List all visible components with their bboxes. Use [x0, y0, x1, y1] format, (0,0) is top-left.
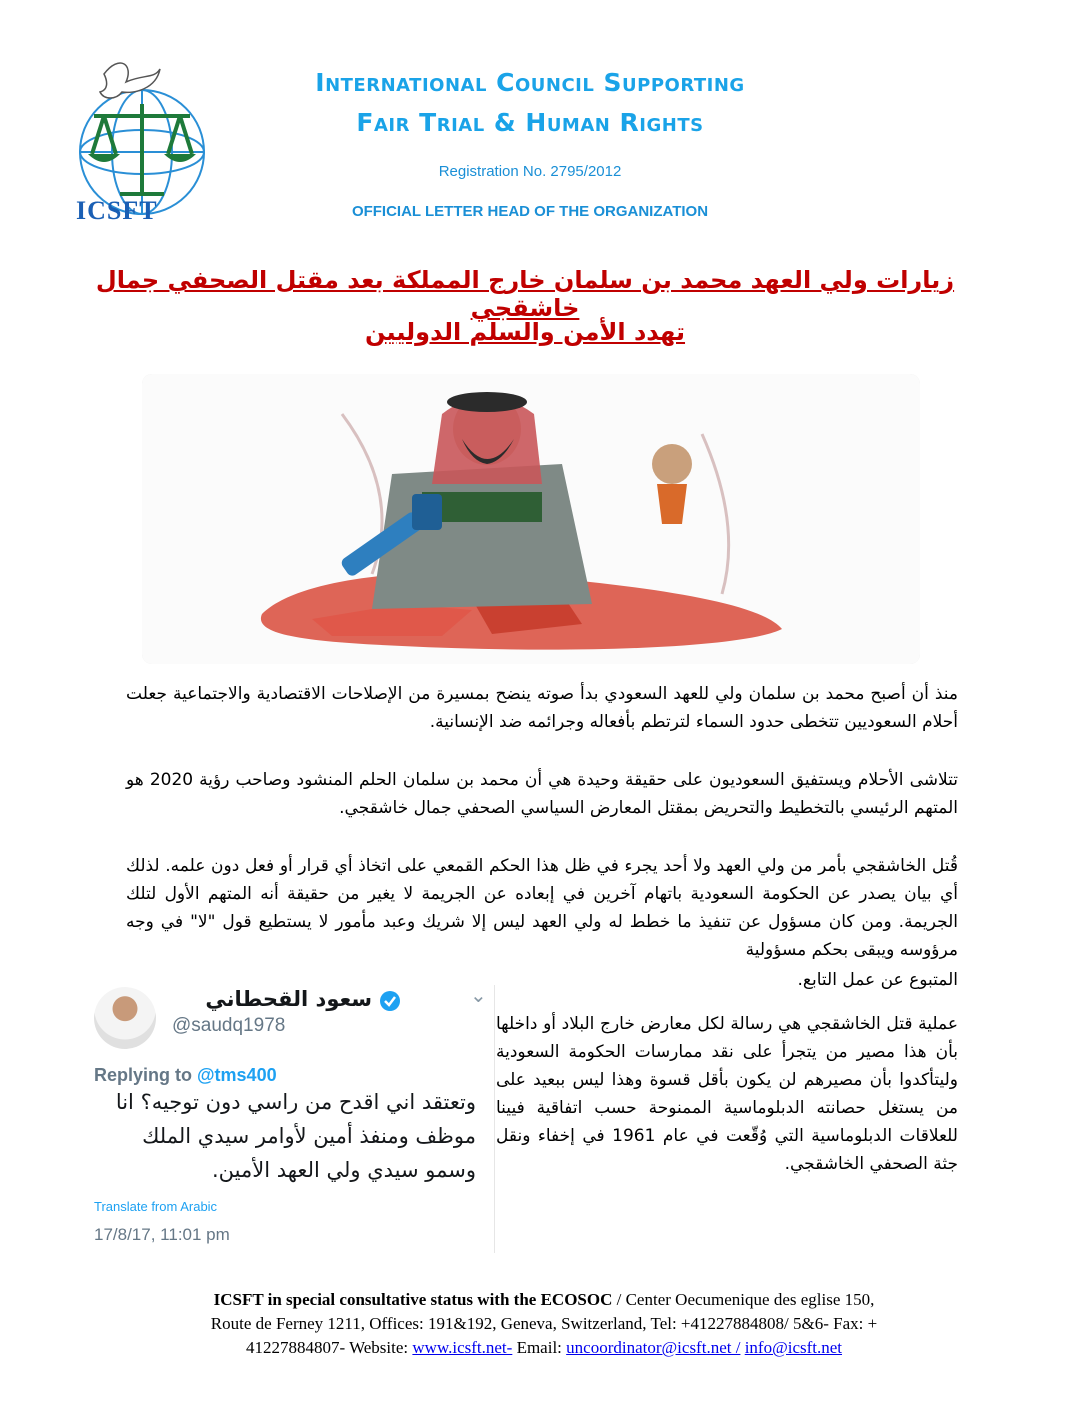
consultative-status: ICSFT in special consultative status with the ECOSOC [213, 1290, 613, 1309]
organization-name-line2: Fair Trial & Human Rights [356, 108, 704, 137]
replying-to-label [94, 1065, 277, 1086]
tweet-timestamp: 17/8/17, 11:01 pm [94, 1225, 230, 1244]
tweet-author-handle: @saudq1978 [172, 1015, 286, 1036]
paragraph-4-text: عملية قتل الخاشقجي هي رسالة لكل معارض خارج البلاد أو داخلها بأن هذا مصير من يتجرأ على نقد ممارسات الحكومة السعودية وليتأكدوا بأن مصيرهم لن يكون بأقل قسوة وهذا ليس ببعيد على من يستغل حصانته الدبلوماسية الممنوحة حسب اتفاقية فيينا للعلاقات الدبلوماسية التي وُقّعت في عام 1961 في إخفاء ونقل جثة الصحفي الخاشقجي. [496, 1014, 958, 1174]
paragraph-2: تتلاشى الأحلام ويستفيق السعوديون على حقيقة وحيدة هي أن محمد بن سلمان الحلم المنشود وصاحب رؤية 2020 هو المتهم الرئيسي بالتخطيط والتحريض بمقتل المعارض السياسي الصحفي جمال خاشقجي. [126, 770, 958, 818]
footer-website-label: 41227884807- Website: [245, 1338, 413, 1357]
cartoon-drawing [142, 374, 920, 664]
document-title-line1: زيارات ولي العهد محمد بن سلمان خارج المملكة بعد مقتل الصحفي جمال خاشقجي [95, 266, 955, 322]
cartoon-illustration [142, 374, 920, 664]
footer-address-1: / Center Oecumenique des eglise 150, [612, 1290, 875, 1309]
tweet-author-name: سعود القحطاني [205, 987, 372, 1011]
footer [100, 1288, 988, 1360]
official-letterhead-label: OFFICIAL LETTER HEAD OF THE ORGANIZATION [351, 203, 709, 220]
organization-logo [64, 34, 214, 234]
footer-line-2: Route de Ferney 1211, Offices: 191&192, Geneva, Switzerland, Tel: +41227884808/ 5&6- Fax: + [210, 1314, 878, 1333]
verified-badge-icon [380, 991, 400, 1011]
registration-number: Registration No. 2795/2012 [438, 163, 622, 180]
footer-line-3 [100, 1336, 988, 1360]
email-link-1[interactable]: uncoordinator@icsft.net / [566, 1338, 741, 1357]
organization-name-line1: International Council Supporting [315, 68, 745, 97]
translate-link: Translate from Arabic [94, 1199, 218, 1214]
paragraph-3-continuation: المتبوع عن عمل التابع. [797, 970, 958, 990]
replying-handle: @tms400 [197, 1065, 277, 1085]
replying-prefix: Replying to [94, 1065, 197, 1085]
website-link[interactable]: www.icsft.net- [412, 1338, 513, 1357]
paragraph-1: منذ أن أصبح محمد بن سلمان ولي للعهد السعودي بدأ صوته ينضح بمسيرة من الإصلاحات الاقتصادية والاجتماعية جعلت أحلام السعوديين تتخطى حدود السماء لترتطم بأفعاله وجرائمه ضد الإنسانية. [126, 684, 958, 732]
logo-text: ICSFT [76, 196, 158, 225]
footer-email-label: Email: [512, 1338, 567, 1357]
email-link-2[interactable]: info@icsft.net [744, 1338, 843, 1357]
footer-line-1 [100, 1288, 988, 1312]
avatar [94, 987, 156, 1049]
document-title-line2: تهدد الأمن والسلم الدوليين [364, 318, 686, 346]
paragraph-4 [496, 1010, 958, 1178]
paragraph-3-text: قُتل الخاشقجي بأمر من ولي العهد ولا أحد يجرء في ظل هذا الحكم القمعي على اتخاذ أي قرار أو فعل دون علمه. لذلك أي بيان يصدر عن الحكومة السعودية باتهام آخرين في إبعاده عن الجريمة لا يغير من حقيقة أنه المتهم الأول لتلك الجريمة. ومن كان مسؤول عن تنفيذ ما خطط له ولي العهد ليس إلا شريك وعبد مأمور لا يستطيع قول "لا" في وجه مرؤوسه ويبقى بحكم مسؤولية [126, 856, 958, 960]
chevron-down-icon: ⌄ [470, 983, 487, 1007]
tweet-text: وتعتقد اني اقدح من راسي دون توجيه؟ انا موظف ومنفذ أمين لأوامر سيدي الملك وسمو سيدي ولي العهد الأمين. [115, 1090, 476, 1182]
tweet-screenshot [90, 985, 495, 1253]
